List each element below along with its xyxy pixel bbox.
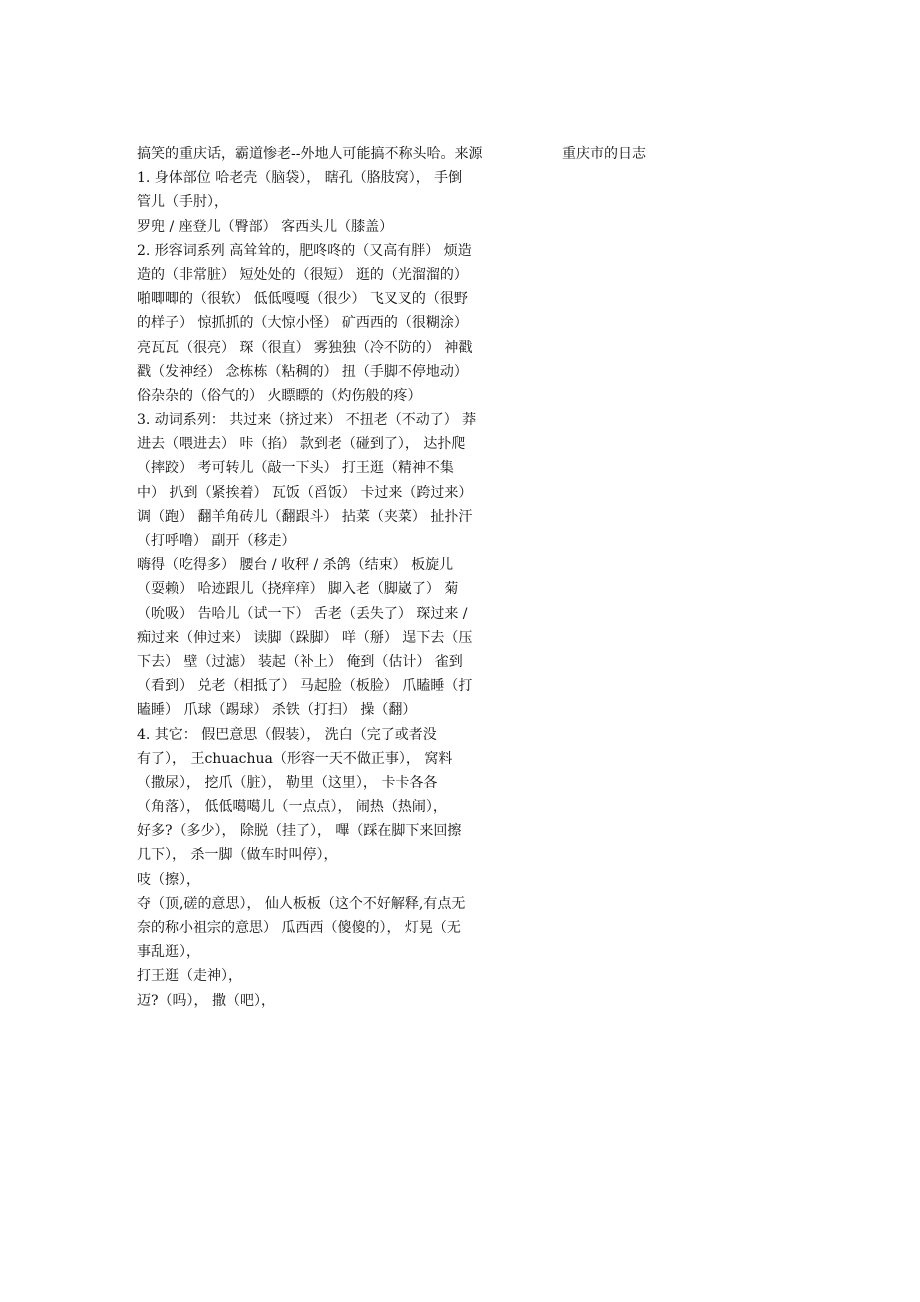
text-line: 4. 其它： 假巴意思（假装）， 洗白（完了或者没	[137, 726, 437, 743]
text-line: 调（跑） 翻羊角砖儿（翻跟斗） 拈菜（夹菜） 扯扑汗	[137, 508, 473, 525]
text-line: （角落）， 低低噶噶儿（一点点）， 闹热（热闹），	[137, 799, 447, 816]
text-line: 有了）， 王chuachua（形容一天不做正事）， 窝料	[137, 750, 453, 767]
text-line: （吮吸） 告哈儿（试一下） 舌老（丢失了） 琛过来 /	[137, 605, 468, 622]
text-line: 罗兜 / 座登儿（臀部） 客西头儿（膝盖）	[137, 218, 394, 235]
text-line: 啪唧唧的（很软） 低低嘎嘎（很少） 飞叉叉的（很野	[137, 291, 468, 308]
text-line: 嗨得（吃得多） 腰台 / 收秤 / 杀鸽（结束） 板旋儿	[137, 557, 454, 574]
text-line: 造的（非常脏） 短处处的（很短） 逛的（光溜溜的）	[137, 266, 468, 283]
text-line: 管儿（手肘），	[137, 194, 228, 211]
text-line: 奈的称小祖宗的意思） 瓜西西（傻傻的）， 灯晃（无	[137, 920, 461, 936]
text-line: 瞌睡） 爪球（踢球） 杀铁（打扫） 操（翻）	[137, 702, 417, 719]
text-line: 的样子） 惊抓抓的（大惊小怪） 矿西西的（很糊涂）	[137, 315, 468, 332]
source-label: 重庆市的日志	[562, 146, 646, 162]
text-line: 吱（擦），	[137, 871, 200, 888]
text-line: （撒尿）， 挖爪（脏）， 勒里（这里）， 卡卡各各	[137, 774, 438, 791]
text-line: 俗杂杂的（俗气的） 火瞟瞟的（灼伤般的疼）	[137, 387, 422, 404]
text-line: （摔跤） 考可转儿（敲一下头） 打王逛（精神不集	[137, 460, 454, 477]
text-line: 亮瓦瓦（很亮） 琛（很直） 雾独独（冷不防的） 神戳	[137, 339, 473, 356]
document-body	[137, 142, 547, 1013]
text-line: 进去（喂进去） 咔（掐） 款到老（碰到了）， 达扑爬	[137, 436, 466, 453]
text-line: （看到） 兑老（相抵了） 马起脸（板脸） 爪瞌睡（打	[137, 678, 473, 695]
text-line: 夺（顶,磋的意思）， 仙人板板（这个不好解释,有点无	[137, 895, 466, 912]
text-line: 1. 身体部位 哈老壳（脑袋）， 瞎孔（胳肢窝）， 手倒	[137, 170, 463, 187]
text-line: 打王逛（走神），	[137, 968, 242, 985]
text-line: 痴过来（伸过来） 读脚（跺脚） 咩（掰） 逞下去（压	[137, 629, 473, 646]
text-line: （耍赖） 哈迹跟儿（挠痒痒） 脚入老（脚崴了） 菊	[137, 581, 459, 598]
text-line: 中） 扒到（紧挨着） 瓦饭（舀饭） 卡过来（跨过来）	[137, 484, 473, 501]
text-line: 迈?（吗）， 撒（吧），	[137, 992, 275, 1009]
text-line: 2. 形容词系列 高耸耸的，肥咚咚的（又高有胖） 烦造	[137, 242, 472, 259]
text-line: 下去） 壁（过滤） 装起（补上） 俺到（估计） 雀到	[137, 653, 463, 670]
text-line: 3. 动词系列： 共过来（挤过来） 不扭老（不动了） 莽	[137, 412, 477, 429]
text-line: 事乱逛），	[137, 944, 200, 961]
text-line: （打呼噜） 副开（移走）	[137, 533, 296, 549]
text-line: 好多?（多少）， 除脱（挂了）， 嗶（踩在脚下来回擦	[137, 823, 462, 840]
text-line: 几下）， 杀一脚（做车时叫停），	[137, 847, 338, 864]
text-line: 戳（发神经） 念栋栋（粘稠的） 扭（手脚不停地动）	[137, 363, 468, 380]
text-line: 搞笑的重庆话，霸道惨老--外地人可能搞不称头哈。来源	[137, 146, 483, 162]
